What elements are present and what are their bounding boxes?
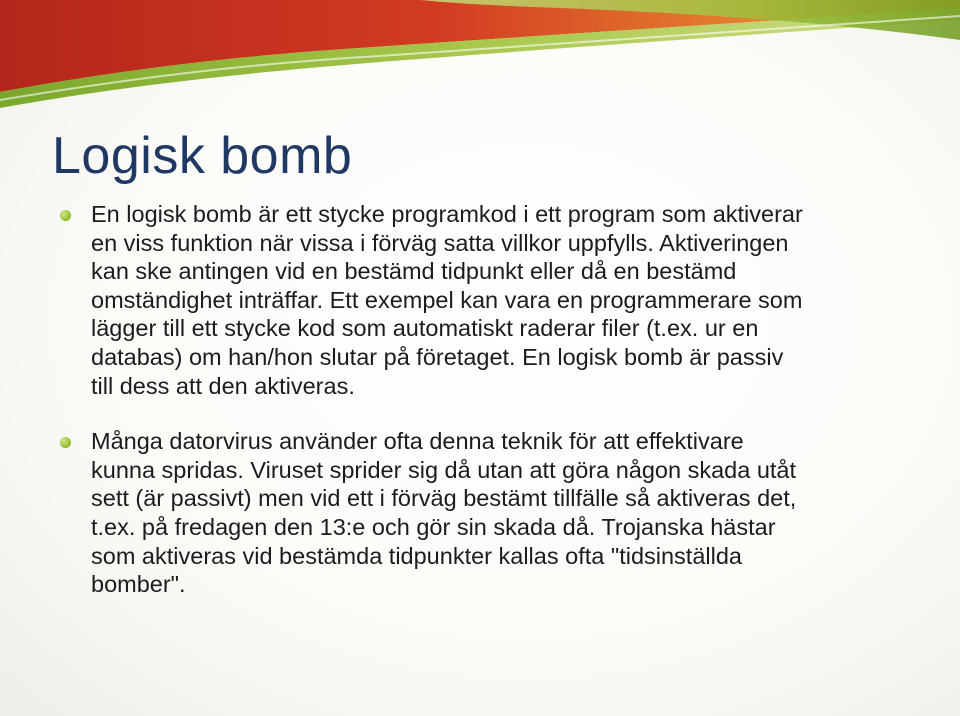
bullet-list xyxy=(60,200,920,599)
header-decoration xyxy=(0,0,960,120)
text-line: en viss funktion när vissa i förväg satta villkor uppfylls. Aktiveringen xyxy=(91,229,789,256)
text-line: kunna spridas. Viruset sprider sig då utan att göra någon skada utåt xyxy=(91,456,797,483)
text-line: som aktiveras vid bestämda tidpunkter kallas ofta "tidsinställda xyxy=(91,542,742,569)
bullet-dot-icon xyxy=(60,437,71,448)
text-line: till dess att den aktiveras. xyxy=(91,372,355,399)
text-line: omständighet inträffar. Ett exempel kan vara en programmerare som xyxy=(91,286,803,313)
bullet-item xyxy=(60,200,920,400)
text-line: En logisk bomb är ett stycke programkod i ett program som aktiverar xyxy=(91,201,803,227)
bullet-dot-icon xyxy=(60,210,71,221)
slide-title: Logisk bomb xyxy=(52,127,353,185)
text-line: bomber". xyxy=(91,571,186,598)
text-line: databas) om han/hon slutar på företaget. En logisk bomb är passiv xyxy=(91,343,784,370)
text-line: Många datorvirus använder ofta denna teknik för att effektivare xyxy=(91,428,744,455)
text-line: kan ske antingen vid en bestämd tidpunkt eller då en bestämd xyxy=(91,258,737,285)
bullet-item xyxy=(60,427,920,599)
text-line: lägger till ett stycke kod som automatiskt raderar filer (t.ex. ur en xyxy=(91,315,759,342)
text-line: t.ex. på fredagen den 13:e och gör sin skada då. Trojanska hästar xyxy=(91,513,776,540)
text-line: sett (är passivt) men vid ett i förväg bestämt tillfälle så aktiveras det, xyxy=(91,485,797,512)
